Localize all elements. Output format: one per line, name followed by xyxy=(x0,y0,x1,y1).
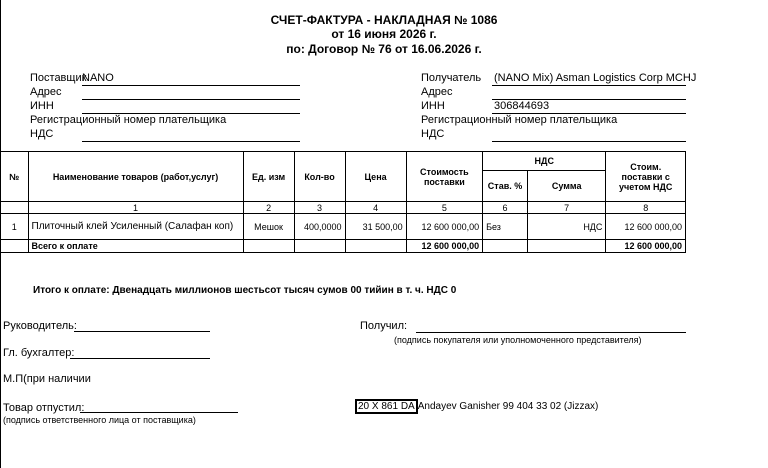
supplier-inn-line xyxy=(82,101,300,114)
col-number: 7 xyxy=(527,202,605,214)
invoice-date: от 16 июня 2026 г. xyxy=(331,27,437,41)
total-row xyxy=(1,240,686,253)
invoice-contract: по: Договор № 76 от 16.06.2026 г. xyxy=(286,42,482,56)
total-cost: 12 600 000,00 xyxy=(406,240,482,253)
header-unit: Ед. изм xyxy=(243,152,294,202)
col-number: 2 xyxy=(243,202,294,214)
buyer-inn: 306844693 xyxy=(494,100,550,112)
col-number: 5 xyxy=(406,202,482,214)
header-vat-sum: Сумма xyxy=(527,171,605,202)
released-label: Товар отпустил: xyxy=(3,402,85,414)
supplier-nds-label: НДС xyxy=(30,128,54,140)
col-number: 1 xyxy=(28,202,243,214)
head-sign-line xyxy=(74,319,210,332)
buyer-nds-label: НДС xyxy=(421,128,445,140)
received-note: (подпись покупателя или уполномоченного представителя) xyxy=(394,335,642,345)
buyer-inn-label: ИНН xyxy=(421,100,445,112)
driver-info: Andayev Ganisher 99 404 33 02 (Jizzax) xyxy=(417,401,599,412)
invoice-table xyxy=(0,151,686,253)
total-label: Всего к оплате xyxy=(28,240,243,253)
supplier-address-line xyxy=(82,87,300,100)
header-price: Цена xyxy=(345,152,406,202)
supplier-name: NANO xyxy=(82,72,114,84)
row-price: 31 500,00 xyxy=(345,214,406,240)
buyer-inn-line xyxy=(492,101,686,114)
supplier-inn-label: ИНН xyxy=(30,100,54,112)
col-number: 3 xyxy=(294,202,345,214)
row-qty: 400,0000 xyxy=(294,214,345,240)
invoice-title: СЧЕТ-ФАКТУРА - НАКЛАДНАЯ № 1086 xyxy=(270,13,498,27)
row-cost: 12 600 000,00 xyxy=(406,214,482,240)
col-number: 4 xyxy=(345,202,406,214)
released-sign-line xyxy=(80,400,238,413)
buyer-name: (NANO Mix) Asman Logistics Corp MCHJ xyxy=(494,72,697,84)
row-num: 1 xyxy=(1,214,29,240)
supplier-nds-line xyxy=(82,129,300,142)
buyer-address-line xyxy=(492,87,686,100)
supplier-reg-label: Регистрационный номер плательщика xyxy=(30,114,227,126)
buyer-nds-line xyxy=(492,129,686,142)
row-vat-sum: НДС xyxy=(527,214,605,240)
header-vat-rate: Став. % xyxy=(483,171,528,202)
table-row xyxy=(1,214,686,240)
buyer-name-line xyxy=(492,73,686,86)
col-number: 8 xyxy=(606,202,686,214)
col-number: 6 xyxy=(483,202,528,214)
row-name: Плиточный клей Усиленный (Салафан коп) xyxy=(28,214,243,240)
header-num: № xyxy=(1,152,29,202)
header-vat: НДС xyxy=(483,152,606,171)
buyer-label: Получатель xyxy=(421,72,482,84)
row-total: 12 600 000,00 xyxy=(606,214,686,240)
received-label: Получил: xyxy=(360,320,408,332)
accountant-label: Гл. бухгалтер: xyxy=(3,347,75,359)
stamp-label: М.П(при наличии xyxy=(3,373,91,385)
received-sign-line xyxy=(416,320,686,333)
vehicle-number: 20 X 861 DA xyxy=(355,399,418,414)
vehicle-driver-info xyxy=(355,400,598,413)
column-numbers-row xyxy=(1,202,686,214)
header-cost: Стоимость поставки xyxy=(406,152,482,202)
amount-in-words: Итого к оплате: Двенадцать миллионов шестьсот тысяч сумов 00 тийин в т. ч. НДС 0 xyxy=(33,285,457,296)
supplier-address-label: Адрес xyxy=(30,86,62,98)
buyer-reg-label: Регистрационный номер плательщика xyxy=(421,114,618,126)
head-label: Руководитель: xyxy=(3,320,77,332)
total-sum: 12 600 000,00 xyxy=(606,240,686,253)
header-qty: Кол-во xyxy=(294,152,345,202)
supplier-label: Поставщик xyxy=(30,72,87,84)
header-name: Наименование товаров (работ,услуг) xyxy=(28,152,243,202)
supplier-name-line xyxy=(82,73,300,86)
row-unit: Мешок xyxy=(243,214,294,240)
header-total: Стоим. поставки с учетом НДС xyxy=(606,152,686,202)
buyer-address-label: Адрес xyxy=(421,86,453,98)
row-vat-rate: Без xyxy=(483,214,528,240)
accountant-sign-line xyxy=(70,346,210,359)
released-note: (подпись ответственного лица от поставщика) xyxy=(3,415,196,425)
